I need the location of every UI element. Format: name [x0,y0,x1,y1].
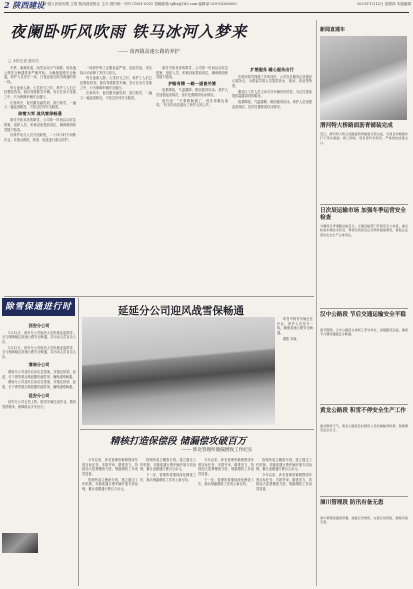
lead-paragraph: 在寒风中，他们撒布融雪剂、清扫积雪，一遍又一遍巡查路况，不放过任何安全隐患。 [80,91,152,100]
lead-paragraph: 夜幕降临，气温骤降，路面极易结冰。养护人员加强巡查频次，及时处置路面结冰情况。 [232,99,312,109]
left-item-text: 1月12日，西安分公司组织人员机械连夜除雪，全力保障辖区高速公路安全畅通，共出动人员百余人次。 [2,330,76,344]
second-column-1 [82,458,138,586]
left-item-heading: 西安分公司 [28,323,50,328]
left-item-text: 1月12日，西安分公司组织人员机械连夜除雪，全力保障辖区高速公路安全畅通，共出动人员百余人次。 [2,345,76,359]
sidebar-divider [320,404,408,405]
lead-paragraph: 服务区工作人员主动引导车辆有序停放，为过往旅客提供温馨周到的服务。 [232,89,312,99]
lead-column-1 [4,66,76,294]
sidebar-divider [320,496,408,497]
lead-paragraph: 在做好除雪保通工作的同时，公司在各服务区设置爱心服务点，为滞留司乘人员提供热水、姜汤、食品等物资。 [232,74,312,88]
page-label: 2 陕西建设 [4,0,45,10]
sidebar-item-text: 春节假期，汉中公路段全体职工坚守岗位，加强路况巡查，确保节日期间道路安全畅通。 [320,328,408,337]
lead-paragraph: 面对突如其来的降雪，公司第一时间启动应急预案，组织人员、机械设备提前到位，确保路面积雪随下随清。 [156,66,228,80]
lead-paragraph: 在寒风中，他们撒布融雪剂、清扫积雪，一遍又一遍巡查路况，不放过任何安全隐患。 [4,100,76,110]
second-paragraph: 今年以来，涉北管理所紧紧围绕年度目标任务，多措并举，精准发力，持续加大偿费稽查力度，堵漏增收工作成效显著。 [82,458,138,476]
section-heading: 除雪大军 战风雪保畅通 [18,110,62,116]
sidebar-item-text: 漳川管理段提前部署，储备应急物资，完善应急预案，确保有备无患。 [320,516,408,525]
section-divider [4,296,314,297]
feature-caption: 风雪中除雪车辆正在作业，养护人员坚守一线，确保高速公路安全畅通。 [277,317,313,335]
lead-subtitle: —— 谈西镇高速公路的养护 [118,49,180,55]
left-item-heading: 延安分公司 [28,392,50,398]
sidebar-heading: 新闻直通车 [320,27,346,33]
sidebar-item-text: 面对降雪天气，黄龙公路段及时组织人员机械除雪防滑，保障群众安全出行。 [320,424,408,433]
second-paragraph: 下一步，管理所将继续深化稽查工作，推动堵漏增收工作再上新台阶。 [140,472,196,482]
sidebar-item-title: 渭河特大桥路面沥青铺装完成 [320,123,393,129]
section-divider [80,429,314,430]
left-item-text: 延安分公司全员上阵，除雪车辆往返作业，做到雪停路净，保障群众平安出行。 [2,400,76,409]
lead-column-2 [80,66,152,294]
lead-paragraph: 面对突如其来的降雪，公司第一时间启动应急预案，组织人员、机械设备提前到位，确保路面积雪随下随清。 [4,118,76,132]
lead-headline: 夜阑卧听风吹雨 铁马冰河入梦来 [10,22,248,41]
second-column-3 [198,458,254,586]
lead-paragraph: 一线养护职工克服低温严寒，连续作战，用实际行动诠释了责任与担当。 [80,66,152,75]
feature-credit: 摄影 刘某 [283,336,297,341]
sidebar-item-text: 近日，渭河特大桥主线路面沥青铺装全部完成，为项目如期通车打下坚实基础。施工期间，项目部科学组织，严格把控质量关口。 [320,132,408,145]
feature-photo-snowplow [82,317,275,425]
sidebar-item-title: 日次辰运输市场 加强冬季运营安全检查 [320,208,406,221]
sidebar-item-title: 漳川管理段 防汛有备无患 [320,500,384,506]
lead-paragraph: 各养护站点人员分组轮班，二十四小时不间断作业，对重点路段、桥梁、匝道进行重点防护。 [4,133,76,142]
second-paragraph: 管理所成立稽查专班，建立健全工作机制，对偷逃通行费车辆开展专项治理，累计追缴通行费百万余元。 [140,458,196,472]
sidebar-photo-bridge [320,36,407,120]
sidebar-divider [320,308,408,309]
lead-paragraph: 冬季，寒潮来袭，雨雪冰冻天气频繁，给高速公路安全畅通带来严峻考验。为确保道路安全畅通，养护人员坚守一线，日夜奋战在除雪保通的第一线。 [4,66,76,84]
second-paragraph: 管理所成立稽查专班，建立健全工作机制，对偷逃通行费车辆开展专项治理，累计追缴通行费百万余元。 [82,477,138,491]
masthead-meta: 中国人民政协报 主管 陕西建设报社 主办 国内统一刊号 CN61-0021 投稿邮箱 sjlbs@163.com 编辑部 029-85260000 [44,2,237,6]
lead-paragraph: 他们说：“只要路畅通了，再苦再累也值得。”朴实的话语道出了养护人的心声。 [156,98,228,108]
second-paragraph: 管理所成立稽查专班，建立健全工作机制，对偷逃通行费车辆开展专项治理，累计追缴通行费百万余元。 [256,458,312,472]
left-column-photo [2,533,38,553]
date-line: 2023年1月12日 星期四 本版编辑 [356,2,411,6]
left-item-text: 渭南分公司及时启动应急预案，对辖区桥梁、匝道、长下坡等重点路段撒布融雪剂，确保道路畅通。 [2,380,76,389]
lead-column-3 [156,66,228,294]
snow-clearing-banner: 除雪保通进行时 [2,298,75,316]
left-item-heading: 渭南分公司 [28,362,50,368]
lead-paragraph: 夜幕降临，气温骤降，路面极易结冰。养护人员加强巡查频次，及时处置路面结冰情况。 [156,88,228,97]
second-headline: 精核打造保偿段 储漏偿攻破百万 [110,436,247,447]
feature-caption-column [277,317,313,427]
lead-column-4 [232,66,312,294]
section-heading: 护路有情 一路一道皆关情 [168,80,216,86]
second-column-2 [140,458,196,586]
second-subtitle: —— 涉北管理所储漏增收工作纪实 [182,448,253,453]
sidebar-item-title: 黄龙公路段 积雪不停安全生产工作 [320,408,406,414]
second-paragraph: 今年以来，涉北管理所紧紧围绕年度目标任务，多措并举，精准发力，持续加大偿费稽查力度，堵漏增收工作成效显著。 [198,458,254,476]
sidebar-item-title: 汉中公路段 节后交通运输安全平稳 [320,312,406,318]
feature-headline: 延延分公司迎风战雪保畅通 [118,305,244,317]
second-paragraph: 今年以来，涉北管理所紧紧围绕年度目标任务，多措并举，精准发力，持续加大偿费稽查力度，堵漏增收工作成效显著。 [256,472,312,491]
second-column-4 [256,458,312,586]
lead-paragraph: 每当夜深人静，大雪纷飞之时，养护工人们已经整装待发。他们驾驶除雪车辆，穿行在冰天雪地之中，只为保障车辆安全通行。 [80,76,152,90]
sidebar-item-text: 为确保冬季道路运输安全，交通运输部门开展安全大检查，重点检查车辆技术状况、驾驶员资质及应急物资储备情况，督促企业落实安全生产主体责任。 [320,224,408,237]
sidebar-divider [320,204,408,205]
section-heading: 扩展服务 暖心服务出行 [250,67,294,72]
lead-paragraph: 每当夜深人静，大雪纷飞之时，养护工人们已经整装待发。他们驾驶除雪车辆，穿行在冰天雪地之中，只为保障车辆安全通行。 [4,85,76,99]
lead-byline: □ 本报记者 通讯员 [8,59,39,63]
second-paragraph: 下一步，管理所将继续深化稽查工作，推动堵漏增收工作再上新台阶。 [198,477,254,487]
left-item-text: 渭南分公司及时启动应急预案，对辖区桥梁、匝道、长下坡等重点路段撒布融雪剂，确保道路畅通。 [2,369,76,379]
column-divider [78,298,79,586]
